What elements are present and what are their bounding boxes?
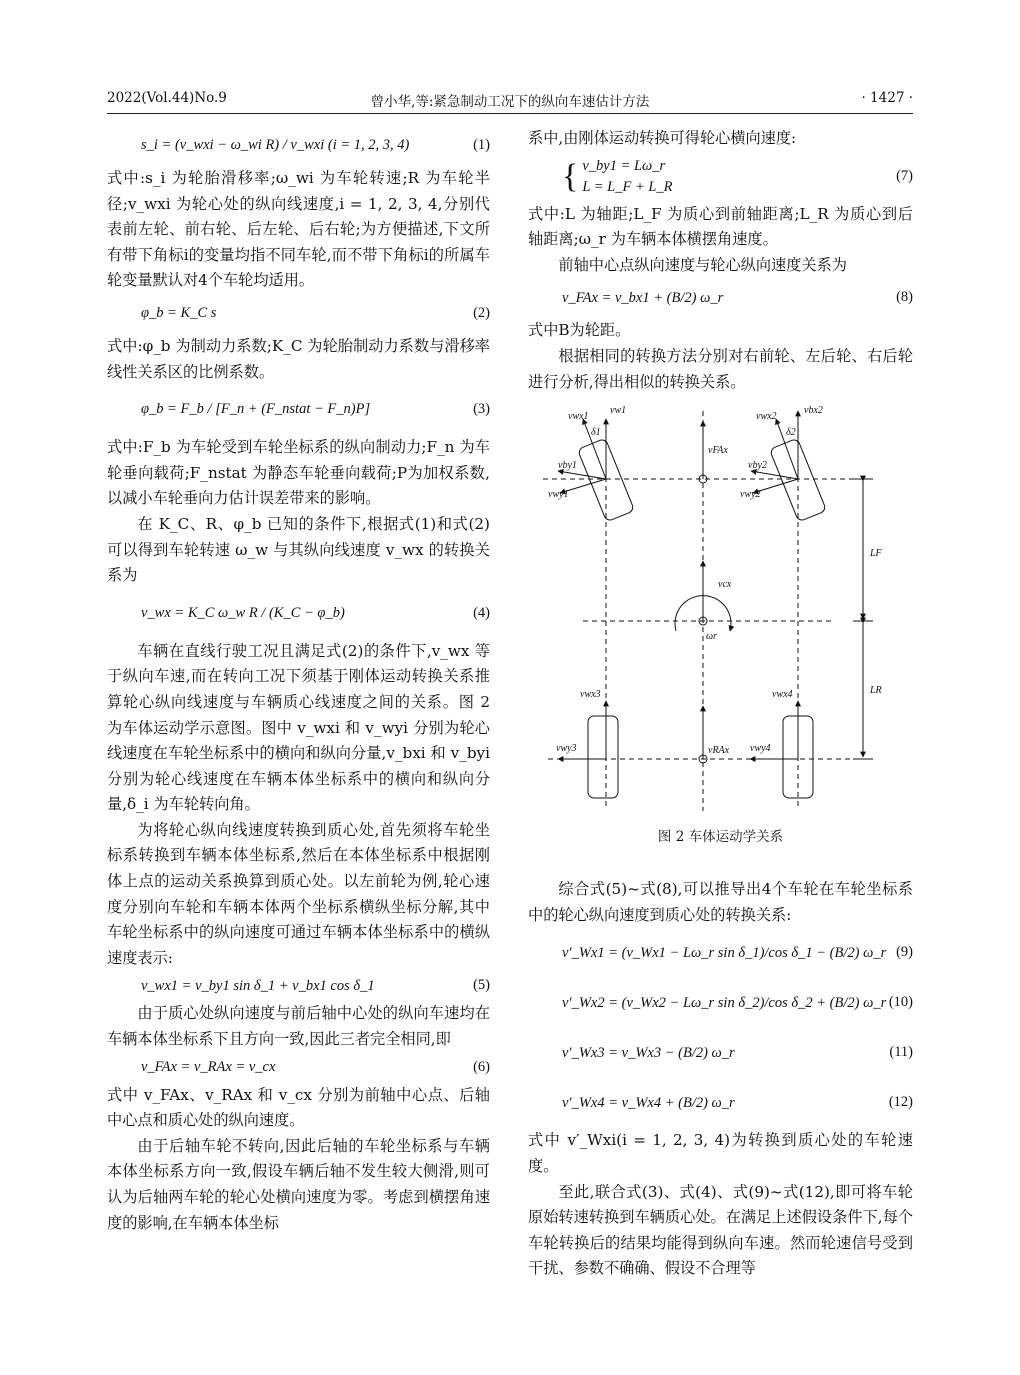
label-delta2: δ2: [786, 427, 796, 439]
equation-5: v_wx1 = v_by1 sin δ_1 + v_bx1 cos δ_1 (5): [141, 977, 490, 994]
label-vRAx: vRAx: [708, 745, 730, 757]
label-vw1: vw1: [610, 405, 627, 417]
equation-9: v′_Wx1 = (v_Wx1 − Lω_r sin δ_1)/cos δ_1 − (B/2) ω_r (9): [562, 944, 913, 961]
equation-8: v_FAx = v_bx1 + (B/2) ω_r (8): [562, 289, 913, 306]
vby1-arrow: [558, 471, 606, 479]
paragraph: 式中B为轮距。: [528, 321, 631, 340]
paragraph: 根据相同的转换方法分别对右前轮、左后轮、右后轮进行分析,得出相似的转换关系。: [528, 346, 913, 391]
running-header: [107, 90, 913, 112]
paragraph: 在 K_C、R、φ_b 已知的条件下,根据式(1)和式(2)可以得到车轮转速 ω_w 与其纵向线速度 v_wx 的转换关系为: [107, 514, 490, 585]
equation-10: v′_Wx2 = (v_Wx2 − Lω_r sin δ_2)/cos δ_2 + (B/2) ω_r (10): [562, 994, 913, 1011]
paragraph: 式中 v′_Wxi(i = 1, 2, 3, 4)为转换到质心处的车轮速度。: [528, 1131, 913, 1175]
label-vwx2: vwx2: [756, 411, 777, 423]
label-LR: LR: [870, 685, 882, 697]
rear-left-wheel: [588, 716, 618, 798]
page-number: · 1427 ·: [861, 90, 913, 106]
label-vwy4: vwy4: [750, 743, 771, 755]
paragraph: 由于后轴车轮不转向,因此后轴的车轮坐标系与车辆本体坐标系方向一致,假设车辆后轴不发生较大侧滑,则可认为后轴两车轮的轮心处横向速度为零。考虑到横摆角速度的影响,在车辆本体坐标: [107, 1136, 490, 1232]
equation-7: { v_by1 = Lω_r L = L_F + L_R (7): [562, 157, 913, 195]
header-rule: [107, 113, 913, 114]
label-vcx: vcx: [718, 579, 732, 591]
vby2-arrow: [751, 471, 798, 479]
vehicle-kinematics-diagram: [528, 401, 913, 819]
left-column: [107, 126, 490, 1236]
label-vwx3: vwx3: [580, 689, 601, 701]
paragraph: 由于质心处纵向速度与前后轴中心处的纵向车速均在车辆本体坐标系下且方向一致,因此三者完全相同,即: [107, 1004, 490, 1049]
label-LF: LF: [870, 548, 882, 560]
label-vFAx: vFAx: [708, 445, 728, 457]
paragraph: 式中:F_b 为车轮受到车轮坐标系的纵向制动力;F_n 为车轮垂向载荷;F_nstat 为静态车轮垂向载荷;P为加权系数,以减小车轮垂向力估计误差带来的影响。: [107, 438, 490, 508]
paragraph: 式中 v_FAx、v_RAx 和 v_cx 分别为前轴中心点、后轴中心点和质心处的纵向速度。: [107, 1085, 490, 1130]
figure-vehicle-kinematics: [528, 401, 913, 819]
equation-12: v′_Wx4 = v_Wx4 + (B/2) ω_r (12): [562, 1094, 913, 1111]
equation-2: φ_b = K_C s (2): [141, 305, 490, 322]
paragraph: 至此,联合式(3)、式(4)、式(9)~式(12),即可将车轮原始转速转换到车辆质心处。在满足上述假设条件下,每个车轮转换后的结果均能得到纵向车速。然而轮速信号受到干扰、参数不确确、假设不合理等: [528, 1182, 913, 1278]
paragraph: 车辆在直线行驶工况且满足式(2)的条件下,v_wx 等于纵向车速,而在转向工况下须基于刚体运动转换关系推算轮心纵向线速度与车辆质心线速度之间的关系。图 2 为车体运动学示意图。图中 v_wxi 和 v_wyi 分别为轮心线速度在车轮坐标系中的横向和纵向分量,v_bxi 和 v_byi 分别为轮心线速度在车辆本体坐标系中的横向和纵向分量,δ_i 为车轮转向角。: [107, 641, 490, 814]
label-vwy2: vwy2: [740, 489, 761, 501]
paragraph: 式中:s_i 为轮胎滑移率;ω_wi 为车轮转速;R 为车轮半径;v_wxi 为轮心处的纵向线速度,i = 1, 2, 3, 4,分别代表前左轮、前右轮、后左轮、后右轮;为方便描述,下文所有带下角标i的变量均指不同车轮,而不带下角标i的所属车轮变量默认对4个车轮均适用。: [107, 169, 490, 290]
label-delta1: δ1: [591, 427, 601, 439]
journal-issue: 2022(Vol.44)No.9: [107, 90, 227, 106]
paragraph: 系中,由刚体运动转换可得轮心横向速度:: [528, 129, 797, 147]
paragraph: 综合式(5)~式(8),可以推导出4个车轮在车轮坐标系中的轮心纵向速度到质心处的转换关系:: [528, 880, 913, 924]
figure-caption: 图 2 车体运动学关系: [657, 829, 784, 846]
equation-11: v′_Wx3 = v_Wx3 − (B/2) ω_r (11): [562, 1044, 913, 1061]
equation-1: s_i = (v_wxi − ω_wi R) / v_wxi (i = 1, 2, 3, 4) (1): [141, 137, 490, 154]
paragraph: 式中:L 为轴距;L_F 为质心到前轴距离;L_R 为质心到后轴距离;ω_r 为车辆本体横摆角速度。: [528, 204, 913, 249]
label-vwy3: vwy3: [556, 743, 577, 755]
equation-4: v_wx = K_C ω_w R / (K_C − φ_b) (4): [141, 604, 490, 621]
equation-3: φ_b = F_b / [F_n + (F_nstat − F_n)P] (3): [141, 401, 490, 418]
equation-6: v_FAx = v_RAx = v_cx (6): [141, 1058, 490, 1075]
article-title: 曾小华,等:紧急制动工况下的纵向车速估计方法: [370, 94, 650, 110]
label-vby1: vby1: [558, 460, 577, 472]
label-vbx2: vbx2: [804, 405, 823, 417]
label-vwx4: vwx4: [772, 689, 793, 701]
paragraph: 前轴中心点纵向速度与轮心纵向速度关系为: [558, 255, 847, 274]
paragraph: 为将轮心纵向线速度转换到质心处,首先须将车轮坐标系转换到车辆本体坐标系,然后在本体坐标系中根据刚体上点的运动关系换算到质心处。以左前轮为例,轮心速度分别向车轮和车辆本体两个坐标系横纵坐标分解,其中车轮坐标系中的纵向速度可通过车辆本体坐标系中的横纵速度表示:: [107, 820, 490, 967]
label-omega: ωr: [706, 631, 717, 643]
left-brace: {: [562, 157, 579, 195]
label-vwy1: vwy1: [548, 489, 569, 501]
label-vby2: vby2: [748, 460, 767, 472]
right-column: [528, 126, 913, 1282]
label-vwx1: vwx1: [568, 411, 589, 423]
paragraph: 式中:φ_b 为制动力系数;K_C 为轮胎制动力系数与滑移率线性关系区的比例系数。: [107, 336, 490, 381]
